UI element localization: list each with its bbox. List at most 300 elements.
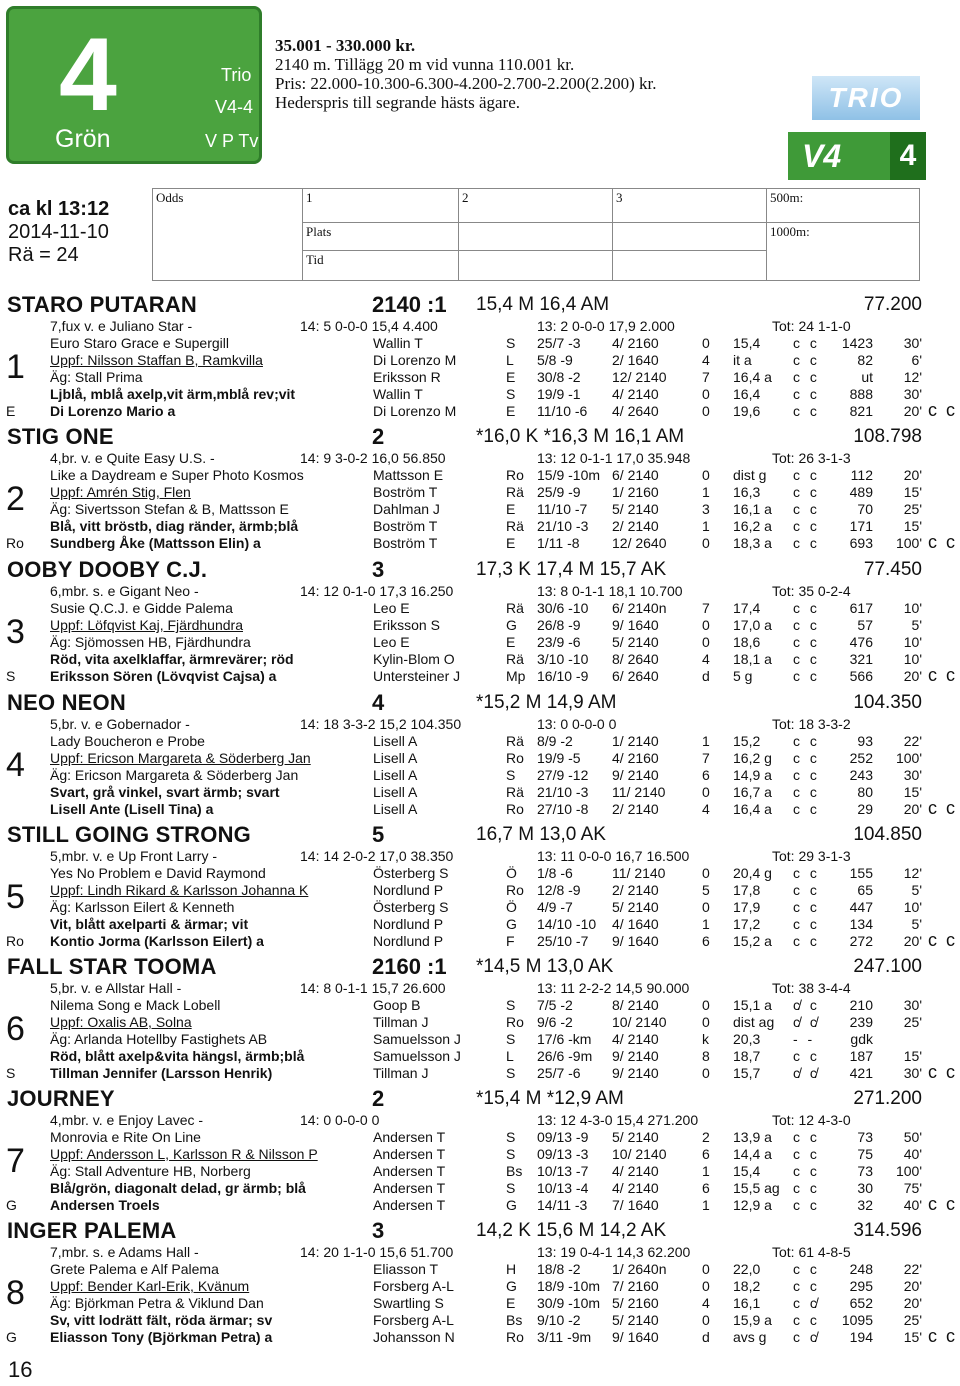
start-cell: 57 [857, 617, 873, 633]
start-cell: L [506, 1048, 514, 1064]
start-cell: 15,5 ag [733, 1180, 780, 1196]
start-cell: 8 [702, 1048, 710, 1064]
horse-records: 16,7 M 13,0 AK [476, 824, 606, 845]
start-cell: 17,2 [733, 916, 761, 932]
start-cell: c c [793, 668, 820, 684]
start-cell: 30' [903, 1065, 922, 1081]
start-cell: 1 [702, 1197, 710, 1213]
start-cell: E [506, 403, 516, 419]
start-row [0, 1146, 960, 1163]
start-row [0, 634, 960, 651]
horse-name: STILL GOING STRONG [7, 822, 251, 847]
start-cell: c c [793, 1048, 820, 1064]
start-cell: c c̸ [793, 1295, 820, 1311]
start-cell: c c [793, 1261, 820, 1277]
start-row [0, 668, 960, 685]
start-cell: Di Lorenzo Mario a [50, 403, 176, 419]
start-cell: 15,2 a [733, 933, 772, 949]
odds-label: Odds [153, 189, 303, 281]
start-cell: 5/ 2140 [612, 501, 659, 517]
start-cell: 17,0 a [733, 617, 772, 633]
start-cell: Forsberg A-L [373, 1278, 454, 1294]
start-cell: 112 [850, 467, 873, 483]
grid-cell [613, 251, 767, 281]
start-cell: c c [793, 634, 820, 650]
start-cell: 30 [857, 1180, 873, 1196]
start-cell: 18/8 -2 [537, 1261, 581, 1277]
start-cell: E [506, 501, 516, 517]
start-cell: 18,7 [733, 1048, 761, 1064]
start-cell: 0 [702, 386, 710, 402]
start-cell: Ro [506, 467, 524, 483]
start-cell: 25/10 -7 [537, 933, 589, 949]
start-cell: 9/10 -2 [537, 1312, 581, 1328]
start-cell: 19/9 -5 [537, 750, 581, 766]
start-row [0, 617, 960, 634]
v4-logo [788, 132, 926, 180]
start-cell: Sundberg Åke (Mattsson Elin) a [50, 535, 261, 551]
horse-name: STIG ONE [7, 424, 114, 449]
start-cell: 16,2 a [733, 518, 772, 534]
start-cell: Uppf: Bender Karl-Erik, Kvänum [50, 1278, 250, 1294]
start-cell: 9/ 2140 [612, 767, 659, 783]
horse-stats-2014: 14: 12 0-1-0 17,3 16.250 [300, 583, 454, 599]
start-cell: 7 [702, 369, 710, 385]
start-cell: 4/ 2160 [612, 335, 659, 351]
start-cell: 80 [857, 784, 873, 800]
horse-side-mark: c c [928, 1194, 958, 1214]
start-cell: 7/ 2160 [612, 1278, 659, 1294]
horse-side-mark: c c [928, 798, 958, 818]
start-cell: c c [793, 1129, 820, 1145]
start-cell: 5/8 -9 [537, 352, 573, 368]
start-row [0, 484, 960, 501]
start-cell: 12' [903, 865, 922, 881]
start-cell: 4/ 1640 [612, 916, 659, 932]
horse-name: INGER PALEMA [7, 1218, 177, 1243]
start-cell: 100' [895, 535, 922, 551]
horse-shoe-code: S [6, 1065, 16, 1081]
start-row [0, 733, 960, 750]
horse-stats-2014: 14: 9 3-0-2 16,0 56.850 [300, 450, 446, 466]
start-cell: 75 [857, 1146, 873, 1162]
horse-pedigree: 4,mbr. v. e Enjoy Lavec - [50, 1112, 204, 1128]
start-cell: Äg: Sivertsson Stefan & B, Mattsson E [50, 501, 289, 517]
horse-stats-total: Tot: 12 4-3-0 [772, 1112, 851, 1128]
start-cell: Andersen T [373, 1146, 446, 1162]
start-row [0, 1031, 960, 1048]
horse-side-mark: c c [928, 930, 958, 950]
start-cell: c c [793, 733, 820, 749]
start-cell: c̸ c̸ [793, 1065, 820, 1081]
start-cell: 6 [702, 767, 710, 783]
horse-stats-2014: 14: 8 0-1-1 15,7 26.600 [300, 980, 446, 996]
start-cell: Andersen Troels [50, 1197, 160, 1213]
horse-pedigree: 4,br. v. e Quite Easy U.S. - [50, 450, 215, 466]
start-cell: 4/ 2640 [612, 403, 659, 419]
start-cell: c c [793, 1146, 820, 1162]
start-cell: Grete Palema e Alf Palema [50, 1261, 219, 1277]
start-cell: 2 [702, 1129, 710, 1145]
start-cell: c c [793, 1163, 820, 1179]
start-cell: 73 [857, 1163, 873, 1179]
start-cell: 1 [702, 484, 710, 500]
start-cell: c c [793, 518, 820, 534]
start-cell: c c [793, 916, 820, 932]
start-cell: Swartling S [373, 1295, 444, 1311]
start-cell: 09/13 -9 [537, 1129, 589, 1145]
start-cell: Di Lorenzo M [373, 352, 457, 368]
horse-stats-total: Tot: 24 1-1-0 [772, 318, 851, 334]
horse-earnings: 104.850 [853, 824, 922, 845]
start-cell: c c [793, 651, 820, 667]
horse-stats-2014: 14: 14 2-0-2 17,0 38.350 [300, 848, 454, 864]
start-cell: Tillman J [373, 1065, 429, 1081]
start-cell: Samuelsson J [373, 1048, 461, 1064]
start-cell: Blå, vitt bröstb, diag ränder, ärmb;blå [50, 518, 299, 534]
start-cell: 6/ 2640 [612, 668, 659, 684]
start-cell: 30/8 -2 [537, 369, 581, 385]
horse-stats-2014: 14: 18 3-3-2 15,2 104.350 [300, 716, 462, 732]
horse-earnings: 104.350 [853, 692, 922, 713]
start-cell: c c [793, 882, 820, 898]
horse-shoe-code: Ro [6, 933, 24, 949]
start-row [0, 369, 960, 386]
horse-pedigree: 5,br. v. e Gobernador - [50, 716, 190, 732]
start-cell: 476 [849, 634, 873, 650]
start-cell: 17,4 [733, 600, 761, 616]
start-cell: Uppf: Nilsson Staffan B, Ramkvilla [50, 352, 263, 368]
race-number: 4 [59, 17, 117, 133]
start-cell: Eliasson T [373, 1261, 439, 1277]
horse-shoe-code: Ro [6, 535, 24, 551]
start-cell: 1095 [841, 1312, 873, 1328]
start-cell: Nilema Song e Mack Lobell [50, 997, 221, 1013]
start-cell: 171 [849, 518, 873, 534]
start-cell: 40' [903, 1197, 922, 1213]
race-info-line: Pris: 22.000-10.300-6.300-4.200-2.700-2.200(2.200) kr. [275, 74, 657, 93]
start-cell: Euro Staro Grace e Supergill [50, 335, 229, 351]
start-cell: 1/ 2160 [612, 484, 659, 500]
horse-shoe-code: G [6, 1329, 17, 1345]
start-row [0, 1048, 960, 1065]
start-cell: 155 [849, 865, 873, 881]
start-cell: 15/9 -10m [537, 467, 601, 483]
start-cell: 30/6 -10 [537, 600, 589, 616]
start-cell: c̸ c [793, 997, 820, 1013]
start-cell: Andersen T [373, 1129, 446, 1145]
start-cell: Nordlund P [373, 933, 444, 949]
start-cell: 16,4 a [733, 369, 772, 385]
start-cell: 18/9 -10m [537, 1278, 601, 1294]
start-cell: Wallin T [373, 335, 423, 351]
start-cell: 9/ 2140 [612, 1048, 659, 1064]
start-cell: 2/ 2140 [612, 518, 659, 534]
start-cell: 14,9 a [733, 767, 772, 783]
start-cell: c c [793, 750, 820, 766]
start-cell: 4 [702, 801, 710, 817]
horse-number: 1 [6, 348, 25, 386]
start-cell: c c̸ [793, 1329, 820, 1345]
start-cell: Äg: Ericson Margareta & Söderberg Jan [50, 767, 299, 783]
page-number: 16 [8, 1357, 33, 1382]
start-cell: Boström T [373, 535, 438, 551]
start-cell: 15,1 a [733, 997, 772, 1013]
start-cell: 9/ 1640 [612, 617, 659, 633]
start-cell: Goop B [373, 997, 421, 1013]
horse-stats-2013: 13: 12 0-1-1 17,0 35.948 [537, 450, 691, 466]
start-cell: Dahlman J [373, 501, 440, 517]
start-cell: 4/ 2140 [612, 1180, 659, 1196]
start-row [0, 1329, 960, 1346]
horse-info-row [0, 848, 960, 865]
start-cell: 2/ 1640 [612, 352, 659, 368]
start-cell: 17,8 [733, 882, 761, 898]
horse-side-mark: c c [928, 665, 958, 685]
start-cell: 17,9 [733, 899, 761, 915]
start-cell: 18,1 a [733, 651, 772, 667]
start-cell: Tillman Jennifer (Larsson Henrik) [50, 1065, 273, 1081]
grid-cell [613, 223, 767, 251]
start-cell: 16,4 a [733, 801, 772, 817]
horse-stats-2013: 13: 11 2-2-2 14,5 90.000 [537, 980, 690, 996]
start-row [0, 997, 960, 1014]
start-cell: 27/9 -12 [537, 767, 589, 783]
start-cell: 20' [903, 668, 922, 684]
start-cell: G [506, 916, 517, 932]
grid-cell [459, 251, 613, 281]
start-cell: Samuelsson J [373, 1031, 461, 1047]
start-cell: 6 [702, 1146, 710, 1162]
grid-1000m: 1000m: [767, 223, 920, 281]
horse-start-position: 2 [372, 1086, 385, 1111]
horse-records: 15,4 M 16,4 AM [476, 294, 610, 315]
start-cell: 1/ 2140 [612, 733, 659, 749]
horse-info-row [0, 716, 960, 733]
grid-plats: Plats [303, 223, 459, 251]
horse-start-position: 2160 :1 [372, 954, 447, 979]
start-cell: S [506, 1065, 516, 1081]
start-cell: 16,3 [733, 484, 761, 500]
start-cell: Rä [506, 600, 524, 616]
start-cell: Österberg S [373, 899, 449, 915]
race-track: Rä = 24 [8, 244, 79, 266]
start-cell: 16/10 -9 [537, 668, 589, 684]
start-cell: 11/10 -6 [537, 403, 588, 419]
start-row [0, 1129, 960, 1146]
start-cell: 252 [849, 750, 873, 766]
start-cell: 23/9 -6 [537, 634, 581, 650]
horse-stats-total: Tot: 26 3-1-3 [772, 450, 851, 466]
start-cell: L [506, 352, 514, 368]
start-cell: 187 [849, 1048, 873, 1064]
race-color: Grön [55, 125, 111, 153]
start-cell: 8/9 -2 [537, 733, 573, 749]
start-cell: 30/9 -10m [537, 1295, 601, 1311]
start-cell: 16,4 [733, 386, 761, 402]
horse-earnings: 247.100 [853, 956, 922, 977]
start-cell: Äg: Karlsson Eilert & Kenneth [50, 899, 235, 915]
start-cell: 5/ 2140 [612, 1312, 659, 1328]
start-cell: 65 [857, 882, 873, 898]
start-cell: c c [793, 467, 820, 483]
start-cell: 100' [895, 750, 922, 766]
start-cell: c c [793, 767, 820, 783]
start-cell: Wallin T [373, 386, 423, 402]
start-cell: 0 [702, 1014, 710, 1030]
start-cell: - - [793, 1031, 816, 1047]
horse-side-mark: c c [928, 400, 958, 420]
start-cell: 11/ 2140 [612, 784, 666, 800]
start-cell: 1/11 -8 [537, 535, 580, 551]
horse-side-mark: c c [928, 532, 958, 552]
horse-pedigree: 5,br. v. e Allstar Hall - [50, 980, 182, 996]
start-cell: c c [793, 933, 820, 949]
horse-start-position: 3 [372, 557, 385, 582]
start-row [0, 467, 960, 484]
start-cell: 1423 [841, 335, 873, 351]
start-cell: 21/10 -3 [537, 784, 589, 800]
horse-stats-total: Tot: 38 3-4-4 [772, 980, 851, 996]
start-cell: 0 [702, 467, 710, 483]
horse-stats-2014: 14: 5 0-0-0 15,4 4.400 [300, 318, 438, 334]
start-cell: 50' [903, 1129, 922, 1145]
start-cell: F [506, 933, 515, 949]
start-cell: 25/7 -3 [537, 335, 581, 351]
start-cell: 1 [702, 916, 710, 932]
start-cell: 0 [702, 617, 710, 633]
horse-records: *15,2 M 14,9 AM [476, 692, 617, 713]
start-cell: 16,1 [733, 1295, 761, 1311]
start-cell: G [506, 1278, 517, 1294]
race-info [275, 36, 657, 112]
start-cell: 1 [702, 518, 710, 534]
start-cell: 29 [857, 801, 873, 817]
v4-logo-text: V4 [802, 137, 842, 174]
horse-earnings: 108.798 [853, 426, 922, 447]
start-row [0, 535, 960, 552]
start-cell: 4 [702, 1295, 710, 1311]
start-cell: 40' [903, 1146, 922, 1162]
start-cell: Svart, grå vinkel, svart ärmb; svart [50, 784, 280, 800]
start-cell: c c [793, 369, 820, 385]
horse-info-row [0, 1112, 960, 1129]
horse-number: 5 [6, 878, 25, 916]
start-cell: Rä [506, 651, 524, 667]
start-row [0, 933, 960, 950]
start-cell: 5/ 2140 [612, 1129, 659, 1145]
start-cell: 15' [903, 518, 922, 534]
start-cell: c c [793, 899, 820, 915]
trio-logo: TRIO [812, 76, 920, 120]
horse-earnings: 77.450 [863, 559, 922, 580]
start-cell: Uppf: Löfqvist Kaj, Fjärdhundra [50, 617, 243, 633]
start-cell: 15,4 [733, 1163, 761, 1179]
start-cell: 8/ 2640 [612, 651, 659, 667]
start-cell: it a [733, 352, 752, 368]
horse-name: JOURNEY [7, 1086, 115, 1111]
start-cell: Ro [506, 750, 524, 766]
start-cell: 17/6 -km [537, 1031, 592, 1047]
start-cell: Rä [506, 784, 524, 800]
start-cell: 18,2 [733, 1278, 761, 1294]
start-cell: Boström T [373, 518, 438, 534]
horse-records: 14,2 K 15,6 M 14,2 AK [476, 1220, 667, 1241]
start-cell: E [506, 634, 516, 650]
start-cell: 9/6 -2 [537, 1014, 573, 1030]
grid-col-2: 2 [459, 189, 613, 223]
horse-stats-2013: 13: 11 0-0-0 16,7 16.500 [537, 848, 690, 864]
start-time-block [8, 198, 109, 267]
start-cell: 3/11 -9m [537, 1329, 592, 1345]
race-info-line: 2140 m. Tillägg 20 m vid vunna 110.001 kr. [275, 55, 575, 74]
start-cell: 5' [911, 617, 922, 633]
start-cell: 617 [849, 600, 873, 616]
start-cell: 566 [849, 668, 873, 684]
start-cell: 0 [702, 784, 710, 800]
start-cell: Ro [506, 1014, 524, 1030]
grid-cell [459, 223, 613, 251]
start-cell: Uppf: Ericson Margareta & Söderberg Jan [50, 750, 311, 766]
race-info-line: 35.001 - 330.000 kr. [275, 36, 416, 55]
start-row [0, 1163, 960, 1180]
start-cell: 30' [903, 997, 922, 1013]
start-cell: 4/ 2140 [612, 1031, 659, 1047]
start-cell: Österberg S [373, 865, 449, 881]
start-row [0, 784, 960, 801]
start-row [0, 1261, 960, 1278]
start-cell: 652 [849, 1295, 873, 1311]
horse-pedigree: 5,mbr. v. e Up Front Larry - [50, 848, 218, 864]
start-cell: c c [793, 1197, 820, 1213]
start-cell: 243 [849, 767, 873, 783]
start-cell: 3 [702, 501, 710, 517]
horse-records: 17,3 K 17,4 M 15,7 AK [476, 559, 667, 580]
horse-info-row [0, 1244, 960, 1261]
start-cell: Nordlund P [373, 882, 444, 898]
start-cell: Bs [506, 1312, 523, 1328]
start-row [0, 1312, 960, 1329]
start-cell: 5/ 2160 [612, 1295, 659, 1311]
start-cell: c c [793, 501, 820, 517]
start-cell: Eriksson S [373, 617, 440, 633]
start-cell: c c [793, 784, 820, 800]
start-cell: 4/9 -7 [537, 899, 573, 915]
start-cell: 70 [857, 501, 873, 517]
start-cell: 10' [903, 651, 922, 667]
start-cell: 20' [903, 403, 922, 419]
start-cell: 22' [903, 733, 922, 749]
start-cell: 8/ 2140 [612, 997, 659, 1013]
race-date: 2014-11-10 [8, 221, 109, 243]
start-cell: 12/ 2640 [612, 535, 667, 551]
start-cell: E [506, 535, 516, 551]
start-cell: 6' [911, 352, 922, 368]
horse-stats-2014: 14: 0 0-0-0 0 [300, 1112, 380, 1128]
start-cell: Lady Boucheron e Probe [50, 733, 205, 749]
horse-number: 6 [6, 1010, 25, 1048]
start-time: ca kl 13:12 [8, 198, 110, 220]
start-cell: 5/ 2140 [612, 899, 659, 915]
start-cell: 6/ 2140n [612, 600, 667, 616]
horse-name: STARO PUTARAN [7, 292, 197, 317]
start-cell: 7 [702, 600, 710, 616]
start-cell: Monrovia e Rite On Line [50, 1129, 201, 1145]
start-cell: S [506, 1146, 516, 1162]
start-cell: Äg: Sjömossen HB, Fjärdhundra [50, 634, 251, 650]
start-cell: 15,2 [733, 733, 761, 749]
grid-col-3: 3 [613, 189, 767, 223]
